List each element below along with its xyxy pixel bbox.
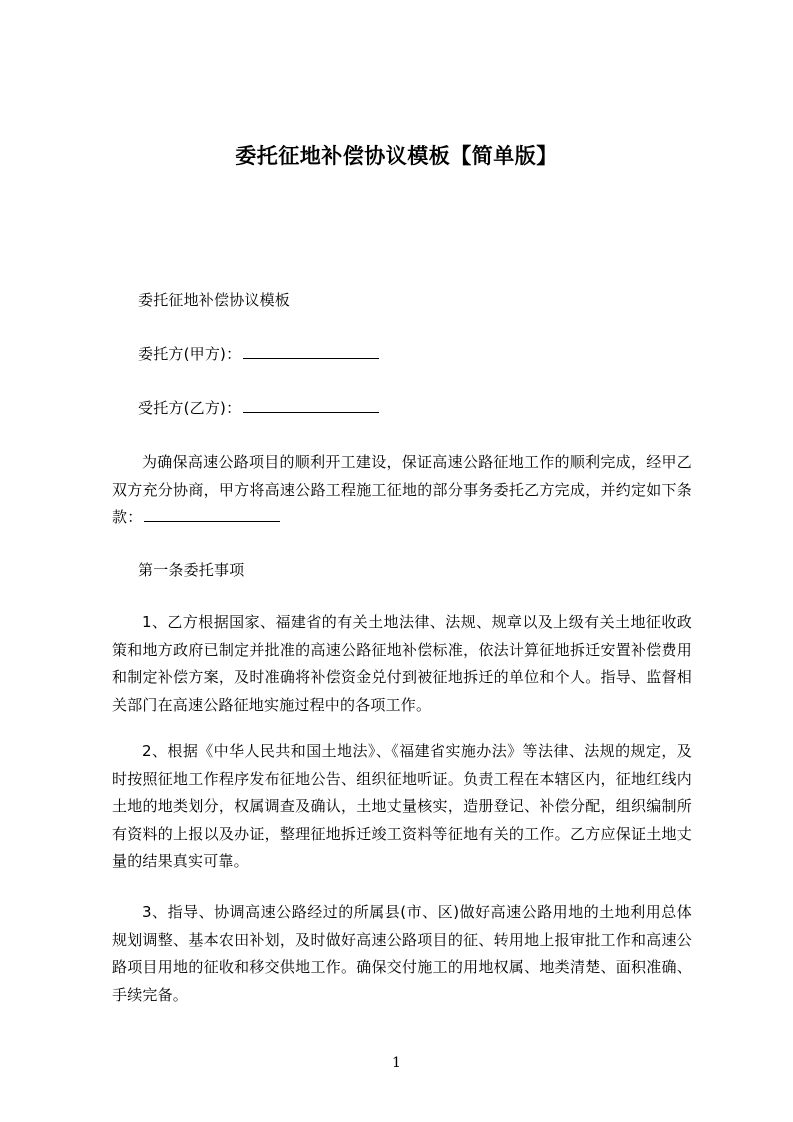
party-a-line bbox=[138, 341, 698, 369]
party-b-blank bbox=[243, 398, 379, 413]
intro-paragraph bbox=[112, 449, 692, 532]
document-title: 委托征地补偿协议模板【简单版】 bbox=[235, 144, 558, 168]
party-a-blank bbox=[243, 344, 379, 359]
party-b-label: 受托方(乙方)： bbox=[138, 399, 242, 417]
clause-1: 1、乙方根据国家、福建省的有关土地法律、法规、规章以及上级有关土地征收政策和地方政府已制定并批准的高速公路征地补偿标准，依法计算征地拆迁安置补偿费用和制定补偿方案，及时准确将补偿资金兑付到被征地拆迁的单位和个人。指导、监督相关部门在高速公路征地实施过程中的各项工作。 bbox=[112, 613, 692, 714]
article1-heading: 第一条委托事项 bbox=[138, 561, 245, 579]
party-a-label: 委托方(甲方)： bbox=[138, 345, 242, 363]
page-number: 1 bbox=[392, 1055, 401, 1071]
party-b-line bbox=[138, 395, 698, 423]
intro-text: 为确保高速公路项目的顺利开工建设，保证高速公路征地工作的顺利完成，经甲乙双方充分协商，甲方将高速公路工程施工征地的部分事务委托乙方完成，并约定如下条款： bbox=[112, 453, 692, 526]
clause-3: 3、指导、协调高速公路经过的所属县(市、区)做好高速公路用地的土地利用总体规划调整、基本农田补划，及时做好高速公路项目的征、转用地上报审批工作和高速公路项目用地的征收和移交供地工作。确保交付施工的用地权属、地类清楚、面积准确、手续完备。 bbox=[112, 903, 692, 1004]
document-subtitle: 委托征地补偿协议模板 bbox=[138, 291, 291, 309]
intro-blank bbox=[144, 507, 280, 522]
clause-2: 2、根据《中华人民共和国土地法》、《福建省实施办法》等法律、法规的规定，及时按照征地工作程序发布征地公告、组织征地听证。负责工程在本辖区内，征地红线内土地的地类划分，权属调查及确认，土地丈量核实，造册登记、补偿分配，组织编制所有资料的上报以及办证，整理征地拆迁竣工资料等征地有关的工作。乙方应保证土地丈量的结果真实可靠。 bbox=[112, 742, 692, 870]
